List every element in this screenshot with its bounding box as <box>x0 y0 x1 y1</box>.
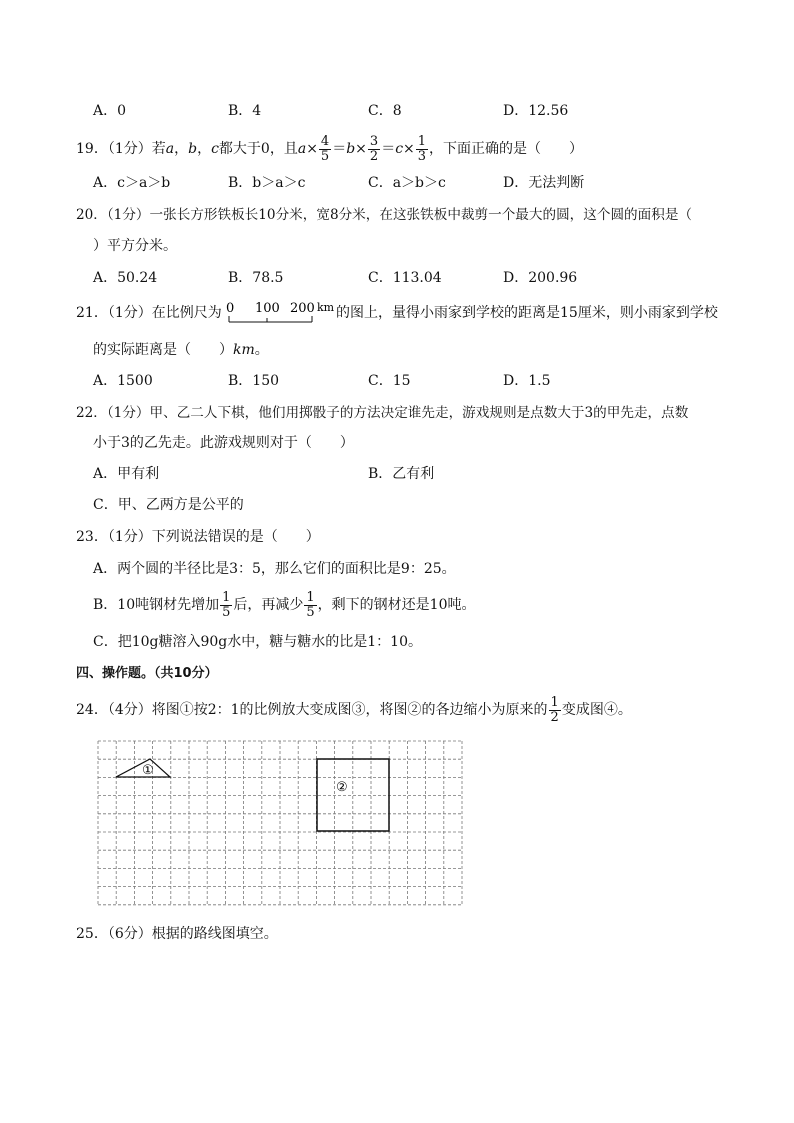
q20-line1: 20．（1分）一张长方形铁板长10分米，宽8分米，在这张铁板中裁剪一个最大的圆，这个圆的面积是（ <box>76 207 693 223</box>
q19-suffix: ，下面正确的是（ ） <box>429 141 584 157</box>
scale-tick-200: 200 <box>290 301 315 316</box>
q23-b-end: ，剩下的钢材还是10吨。 <box>317 597 476 613</box>
q18-option-b: B．4 <box>228 103 262 119</box>
q21-option-b: B．150 <box>228 373 280 389</box>
q20-option-a: A．50.24 <box>93 270 158 286</box>
q19-option-a: A．c＞a＞b <box>93 175 171 191</box>
q19-sep: ， <box>174 141 189 157</box>
fraction-1-3: $\frac{1}{3}$ <box>417 133 427 164</box>
q21-line2 <box>93 341 269 359</box>
times-sign: × <box>355 141 367 157</box>
q20-line2: ）平方分米。 <box>93 238 177 254</box>
q21-option-a: A．1500 <box>93 373 153 389</box>
q22-option-a: A．甲有利 <box>93 466 160 482</box>
scale-tick-100: 100 <box>255 301 280 316</box>
q18-option-c: C．8 <box>368 103 402 119</box>
times-sign: × <box>306 141 318 157</box>
shape2-label: ② <box>336 780 348 795</box>
q21-option-d: D．1.5 <box>503 373 551 389</box>
q20-option-c: C．113.04 <box>368 270 442 286</box>
var-a: a <box>297 141 307 157</box>
q19-prefix: 19．（1分）若 <box>76 141 166 157</box>
q18-option-a: A．0 <box>93 103 127 119</box>
equals-sign: ＝ <box>381 141 396 157</box>
q23-statement-b <box>93 590 476 620</box>
q22-option-c: C．甲、乙两方是公平的 <box>93 497 244 513</box>
q23-b-pre: B．10吨钢材先增加 <box>93 597 220 613</box>
q21-suffix: 的图上，量得小雨家到学校的距离是15厘米，则小雨家到学校 <box>336 305 718 321</box>
fraction-1-2: $\frac{1}{2}$ <box>550 694 559 725</box>
q25-stem: 25．（6分）根据的路线图填空。 <box>76 926 278 942</box>
q19-option-b: B．b＞a＞c <box>228 175 306 191</box>
q21-unit: km <box>233 342 255 358</box>
fraction-3-2: $\frac{3}{2}$ <box>369 133 379 164</box>
scale-tick-0: 0 <box>226 301 235 316</box>
square-shape-2 <box>317 759 389 831</box>
q23-b-mid: 后，再减少 <box>233 597 304 613</box>
q19-option-c: C．a＞b＞c <box>368 175 446 191</box>
q20-option-b: B．78.5 <box>228 270 284 286</box>
q21-line2-text: 的实际距离是（ ） <box>93 342 233 358</box>
q19-option-d: D．无法判断 <box>503 175 585 191</box>
q21-prefix: 21．（1分）在比例尺为 <box>76 305 222 321</box>
equals-sign: ＝ <box>332 141 347 157</box>
section-heading: 四、操作题。（共10分） <box>76 666 218 681</box>
scale-unit: km <box>317 301 335 314</box>
q24-post: 变成图④。 <box>561 702 632 718</box>
q23-statement-c: C．把10g糖溶入90g水中，糖与糖水的比是1：10。 <box>93 634 422 650</box>
fraction-4-5: $\frac{4}{5}$ <box>320 133 330 164</box>
q21-end: 。 <box>254 342 269 358</box>
q24-pre: 24．（4分）将图①按2：1的比例放大变成图③，将图②的各边缩小为原来的 <box>76 702 548 718</box>
q19-stem <box>76 134 583 164</box>
q23-statement-a: A．两个圆的半径比是3：5，那么它们的面积比是9：25。 <box>93 561 456 577</box>
q24-stem <box>76 695 632 725</box>
var-b: b <box>188 141 198 157</box>
q18-option-d: D．12.56 <box>503 103 569 119</box>
scale-bar <box>224 298 336 326</box>
fraction-1-5: $\frac{1}{5}$ <box>222 589 231 620</box>
shape1-label: ① <box>142 763 154 778</box>
q23-title: 23．（1分）下列说法错误的是（ ） <box>76 529 320 545</box>
q22-option-b: B．乙有利 <box>368 466 435 482</box>
var-b: b <box>346 141 356 157</box>
q22-line2: 小于3的乙先走。此游戏规则对于（ ） <box>93 435 354 451</box>
q19-mid: 都大于0，且 <box>218 141 298 157</box>
q21-option-c: C．15 <box>368 373 411 389</box>
times-sign: × <box>403 141 415 157</box>
var-c: c <box>211 141 219 157</box>
var-a: a <box>165 141 175 157</box>
q22-line1: 22．（1分）甲、乙二人下棋，他们用掷骰子的方法决定谁先走，游戏规则是点数大于3的甲先走，点数 <box>76 405 689 421</box>
var-c: c <box>395 141 404 157</box>
grid-figure <box>96 738 466 910</box>
fraction-1-5: $\frac{1}{5}$ <box>306 589 315 620</box>
q19-sep: ， <box>197 141 212 157</box>
q20-option-d: D．200.96 <box>503 270 578 286</box>
